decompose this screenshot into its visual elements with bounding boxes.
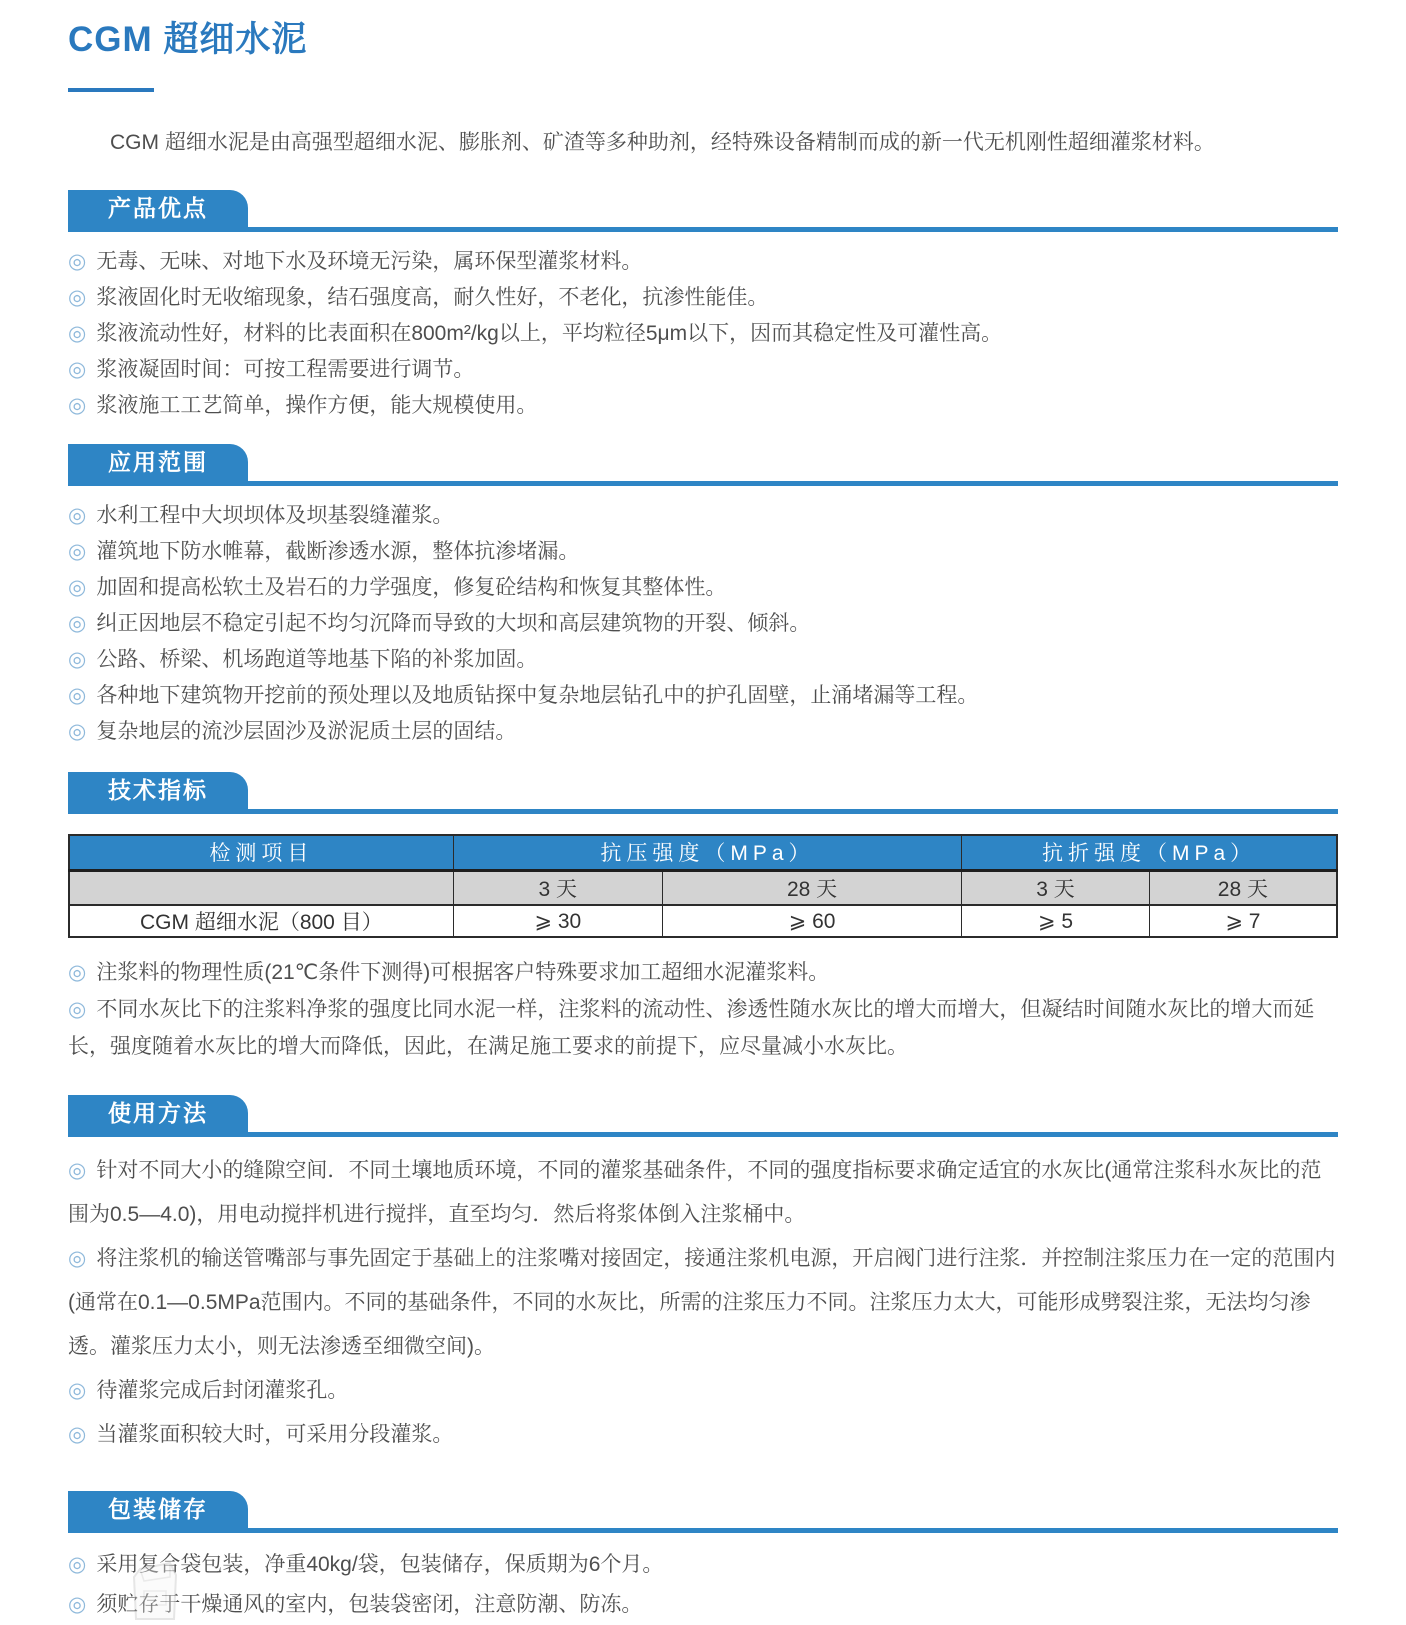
bullet-icon: ◎	[68, 684, 87, 707]
section-title: 技术指标	[108, 777, 208, 803]
note-item	[68, 954, 1338, 991]
list-item-text: 各种地下建筑物开挖前的预处理以及地质钻探中复杂地层钻孔中的护孔固壁，止涌堵漏等工程。	[96, 684, 979, 707]
bullet-icon: ◎	[68, 1379, 87, 1402]
list-item-text: 公路、桥梁、机场跑道等地基下陷的补浆加固。	[96, 648, 538, 671]
list-item-text: 当灌浆面积较大时，可采用分段灌浆。	[96, 1423, 454, 1446]
list-item	[68, 244, 1338, 280]
bullet-icon: ◎	[68, 504, 87, 527]
list-item	[68, 498, 1338, 534]
specs-table	[68, 834, 1338, 938]
bullet-icon: ◎	[68, 1159, 87, 1182]
table-header-row	[69, 835, 1337, 870]
list-item	[68, 606, 1338, 642]
list-item	[68, 570, 1338, 606]
bullet-icon: ◎	[68, 648, 87, 671]
subheader-28d: 28 天	[662, 870, 961, 905]
list-item-text: 灌筑地下防水帷幕，截断渗透水源，整体抗渗堵漏。	[96, 540, 580, 563]
section-tab	[68, 190, 248, 227]
table-subheader-row	[69, 870, 1337, 905]
list-item	[68, 316, 1338, 352]
usage-list	[68, 1149, 1338, 1457]
value-cell: ⩾ 60	[662, 905, 961, 937]
list-item-text: 采用复合袋包装，净重40kg/袋，包装储存，保质期为6个月。	[96, 1553, 664, 1576]
applications-list	[68, 498, 1338, 750]
intro-paragraph: CGM 超细水泥是由高强型超细水泥、膨胀剂、矿渣等多种助剂，经特殊设备精制而成的新一代无机刚性超细灌浆材料。	[110, 131, 1215, 154]
bullet-icon: ◎	[68, 540, 87, 563]
page-title: CGM 超细水泥	[68, 20, 308, 59]
section-header-storage	[68, 1491, 1338, 1533]
bullet-icon: ◎	[68, 612, 87, 635]
section-tab	[68, 1095, 248, 1132]
bullet-icon: ◎	[68, 576, 87, 599]
section-storage	[68, 1491, 1338, 1625]
list-item	[68, 280, 1338, 316]
section-tab	[68, 1491, 248, 1528]
subheader-28d: 28 天	[1149, 870, 1337, 905]
value-cell: ⩾ 30	[453, 905, 662, 937]
col-header-compressive: 抗压强度（MPa）	[453, 835, 961, 870]
value-cell: ⩾ 5	[962, 905, 1150, 937]
section-header-specs	[68, 772, 1338, 814]
bullet-icon: ◎	[68, 720, 87, 743]
bullet-icon: ◎	[68, 250, 87, 273]
list-item-text: 待灌浆完成后封闭灌浆孔。	[96, 1379, 349, 1402]
note-text: 不同水灰比下的注浆料净浆的强度比同水泥一样，注浆料的流动性、渗透性随水灰比的增大而增大，但凝结时间随水灰比的增大而延长，强度随着水灰比的增大而降低，因此，在满足施工要求的前提下，应尽量减小水灰比。	[68, 998, 1315, 1058]
list-item	[68, 1237, 1338, 1369]
section-applications	[68, 444, 1338, 750]
section-title: 应用范围	[108, 449, 208, 475]
bullet-icon: ◎	[68, 1423, 87, 1446]
section-specs	[68, 772, 1338, 1065]
value-cell: ⩾ 7	[1149, 905, 1337, 937]
list-item-text: 纠正因地层不稳定引起不均匀沉降而导致的大坝和高层建筑物的开裂、倾斜。	[96, 612, 811, 635]
list-item	[68, 1413, 1338, 1457]
list-item	[68, 352, 1338, 388]
bullet-icon: ◎	[68, 286, 87, 309]
section-header-usage	[68, 1095, 1338, 1137]
section-advantages	[68, 190, 1338, 424]
subheader-3d: 3 天	[962, 870, 1150, 905]
list-item-text: 复杂地层的流沙层固沙及淤泥质土层的固结。	[96, 720, 517, 743]
list-item	[68, 1585, 1338, 1625]
list-item-text: 浆液施工工艺简单，操作方便，能大规模使用。	[96, 394, 538, 417]
bullet-icon: ◎	[68, 1593, 87, 1616]
table-row	[69, 905, 1337, 937]
section-header-applications	[68, 444, 1338, 486]
list-item-text: 加固和提高松软土及岩石的力学强度，修复砼结构和恢复其整体性。	[96, 576, 727, 599]
list-item-text: 浆液固化时无收缩现象，结石强度高，耐久性好，不老化，抗渗性能佳。	[96, 286, 769, 309]
section-header-advantages	[68, 190, 1338, 232]
section-title: 包装储存	[108, 1496, 208, 1522]
storage-list	[68, 1545, 1338, 1625]
bullet-icon: ◎	[68, 1553, 87, 1576]
note-text: 注浆料的物理性质(21℃条件下测得)可根据客户特殊要求加工超细水泥灌浆料。	[96, 961, 830, 984]
section-usage	[68, 1095, 1338, 1457]
bullet-icon: ◎	[68, 358, 87, 381]
col-header-item: 检测项目	[69, 835, 453, 870]
list-item-text: 浆液流动性好，材料的比表面积在800m²/kg以上，平均粒径5μm以下，因而其稳定性及可灌性高。	[96, 322, 1003, 345]
cement-bag-watermark	[118, 1561, 190, 1621]
section-title: 产品优点	[108, 195, 208, 221]
subheader-empty	[69, 870, 453, 905]
list-item	[68, 1369, 1338, 1413]
list-item	[68, 388, 1338, 424]
col-header-flexural: 抗折强度（MPa）	[962, 835, 1337, 870]
note-item	[68, 991, 1338, 1065]
list-item-text: 针对不同大小的缝隙空间．不同土壤地质环境，不同的灌浆基础条件，不同的强度指标要求确定适宜的水灰比(通常注浆科水灰比的范围为0.5—4.0)，用电动搅拌机进行搅拌，直至均匀．然后将浆体倒入注浆桶中。	[68, 1159, 1322, 1226]
bullet-icon: ◎	[68, 1247, 87, 1270]
list-item	[68, 534, 1338, 570]
list-item-text: 须贮存于干燥通风的室内，包装袋密闭，注意防潮、防冻。	[96, 1593, 643, 1616]
subheader-3d: 3 天	[453, 870, 662, 905]
section-tab	[68, 444, 248, 481]
specs-notes	[68, 954, 1338, 1065]
section-title: 使用方法	[108, 1100, 208, 1126]
row-name: CGM 超细水泥（800 目）	[69, 905, 453, 937]
list-item	[68, 1149, 1338, 1237]
bullet-icon: ◎	[68, 322, 87, 345]
advantages-list	[68, 244, 1338, 424]
bullet-icon: ◎	[68, 394, 87, 417]
list-item-text: 水利工程中大坝坝体及坝基裂缝灌浆。	[96, 504, 454, 527]
page	[0, 18, 1406, 1625]
list-item	[68, 714, 1338, 750]
list-item	[68, 1545, 1338, 1585]
list-item-text: 浆液凝固时间：可按工程需要进行调节。	[96, 358, 475, 381]
title-underline	[68, 88, 154, 92]
list-item-text: 将注浆机的输送管嘴部与事先固定于基础上的注浆嘴对接固定，接通注浆机电源，开启阀门进行注浆．并控制注浆压力在一定的范围内(通常在0.1—0.5MPa范围内。不同的基础条件，不同的水灰比，所需的注浆压力不同。注浆压力太大，可能形成劈裂注浆，无法均匀渗透。灌浆压力太小，则无法渗透至细微空间)。	[68, 1247, 1336, 1358]
list-item	[68, 678, 1338, 714]
list-item-text: 无毒、无味、对地下水及环境无污染，属环保型灌浆材料。	[96, 250, 643, 273]
section-tab	[68, 772, 248, 809]
bullet-icon: ◎	[68, 998, 87, 1021]
bullet-icon: ◎	[68, 961, 87, 984]
list-item	[68, 642, 1338, 678]
